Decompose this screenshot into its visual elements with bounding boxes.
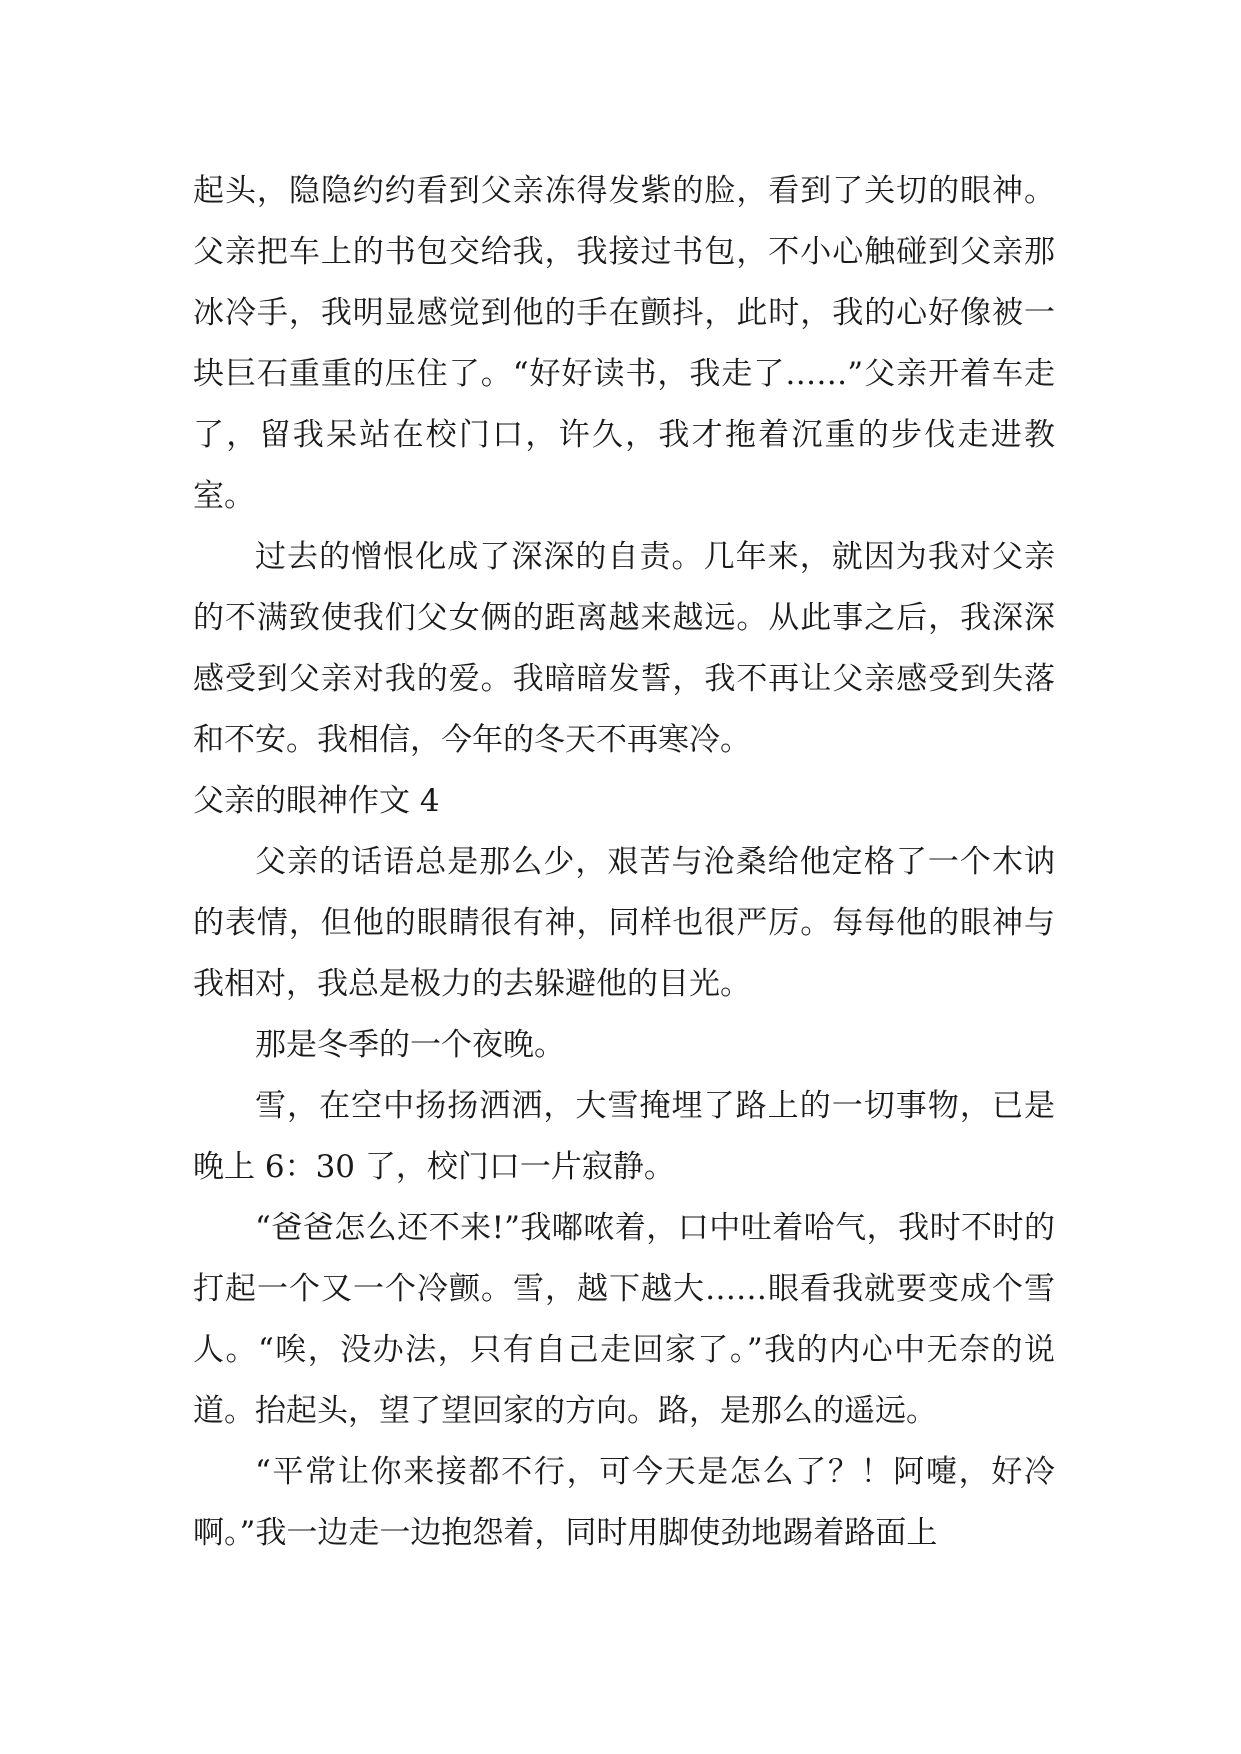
paragraph-5: 雪，在空中扬扬洒洒，大雪掩埋了路上的一切事物，已是晚上 6：30 了，校门口一片寂静。 xyxy=(193,1088,1055,1185)
paragraph-3: 父亲的话语总是那么少，艰苦与沧桑给他定格了一个木讷的表情，但他的眼睛很有神，同样也很严厉。每每他的眼神与我相对，我总是极力的去躲避他的目光。 xyxy=(193,844,1055,1002)
section-heading: 父亲的眼神作文 4 xyxy=(193,783,440,819)
paragraph-1: 起头，隐隐约约看到父亲冻得发紫的脸，看到了关切的眼神。父亲把车上的书包交给我，我接过书包，不小心触碰到父亲那冰冷手，我明显感觉到他的手在颤抖，此时，我的心好像被一块巨石重重的压住了。“好好读书，我走了……”父亲开着车走了，留我呆站在校门口，许久，我才拖着沉重的步伐走进教室。 xyxy=(193,173,1055,514)
paragraph-4: 那是冬季的一个夜晚。 xyxy=(255,1027,565,1063)
document-body xyxy=(193,161,1055,1564)
paragraph-6: “爸爸怎么还不来!”我嘟哝着，口中吐着哈气，我时不时的打起一个又一个冷颤。雪，越下越大……眼看我就要变成个雪人。“唉，没办法，只有自己走回家了。”我的内心中无奈的说道。抬起头，望了望回家的方向。路，是那么的遥远。 xyxy=(193,1210,1055,1429)
paragraph-7: “平常让你来接都不行，可今天是怎么了？！阿嚏，好冷啊。”我一边走一边抱怨着，同时用脚使劲地踢着路面上 xyxy=(193,1454,1055,1551)
paragraph-2: 过去的憎恨化成了深深的自责。几年来，就因为我对父亲的不满致使我们父女俩的距离越来越远。从此事之后，我深深感受到父亲对我的爱。我暗暗发誓，我不再让父亲感受到失落和不安。我相信，今年的冬天不再寒冷。 xyxy=(193,539,1055,758)
